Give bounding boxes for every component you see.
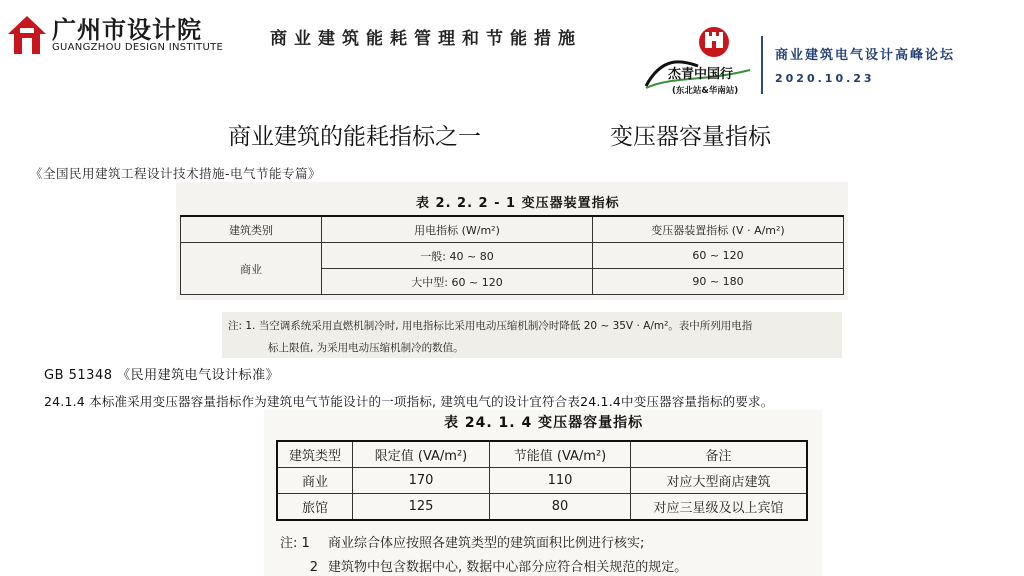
- table-cell: 125: [353, 494, 490, 521]
- note-text: 商业综合体应按照各建筑类型的建筑面积比例进行核实;: [328, 536, 645, 551]
- table-1-note-continued: 标上限值, 为采用电动压缩机制冷的数值。: [268, 342, 464, 354]
- presentation-title: 商业建筑能耗管理和节能措施: [270, 29, 582, 49]
- table-2-note-1: [280, 532, 644, 551]
- table-header-cell: 建筑类型: [277, 441, 353, 468]
- note-number: 2: [309, 560, 318, 575]
- table-row: [181, 243, 844, 269]
- table-row: [277, 494, 807, 521]
- table-header-cell: 变压器装置指标 (V · A/m²): [593, 216, 844, 243]
- table-cell: 旅馆: [277, 494, 353, 521]
- table-2-note-2: [280, 556, 687, 575]
- forum-date: 2020.10.23: [775, 72, 875, 85]
- source-reference-1: 《全国民用建筑工程设计技术措施-电气节能专篇》: [30, 166, 322, 181]
- institute-name-en: GUANGZHOU DESIGN INSTITUTE: [52, 42, 224, 53]
- transformer-installation-table: [180, 215, 844, 295]
- table-header-row: [277, 441, 807, 468]
- table-cell: 110: [490, 468, 631, 494]
- event-logo-subtext: (东北站&华南站): [672, 86, 739, 96]
- table-category-cell: 商业: [181, 243, 322, 295]
- table-cell: 商业: [277, 468, 353, 494]
- header-divider: [761, 36, 763, 94]
- note-text: 建筑物中包含数据中心, 数据中心部分应符合相关规范的规定。: [328, 560, 688, 575]
- table-cell: 90 ~ 180: [593, 269, 844, 295]
- table-header-cell: 用电指标 (W/m²): [322, 216, 593, 243]
- note-number: 注: 1: [280, 536, 310, 551]
- table-header-row: [181, 216, 844, 243]
- table-header-cell: 建筑类别: [181, 216, 322, 243]
- table-header-cell: 限定值 (VA/m²): [353, 441, 490, 468]
- event-logo: [642, 26, 754, 98]
- table-cell: 80: [490, 494, 631, 521]
- table-cell: 大中型: 60 ~ 120: [322, 269, 593, 295]
- table-row: [277, 468, 807, 494]
- institute-name: 广州市设计院: [52, 16, 202, 44]
- table-header-cell: 节能值 (VA/m²): [490, 441, 631, 468]
- transformer-capacity-table: [276, 440, 808, 521]
- source-reference-2: GB 51348 《民用建筑电气设计标准》: [44, 368, 280, 383]
- slide-subtitle: 变压器容量指标: [610, 124, 771, 150]
- table-cell: 对应三星级及以上宾馆: [631, 494, 808, 521]
- institute-logo-icon: [6, 14, 48, 56]
- castle-emblem-icon: [699, 27, 729, 57]
- standard-clause: 24.1.4 本标准采用变压器容量指标作为建筑电气节能设计的一项指标, 建筑电气的设计宜符合表24.1.4中变压器容量指标的要求。: [44, 394, 774, 409]
- table-1-note: 注: 1. 当空调系统采用直燃机制冷时, 用电指标比采用电动压缩机制冷时降低 20 ~ 35V · A/m²。表中所列用电指: [228, 320, 753, 332]
- forum-title: 商业建筑电气设计高峰论坛: [775, 48, 956, 63]
- slide-title: 商业建筑的能耗指标之一: [228, 124, 481, 150]
- table-2-caption: 表 24. 1. 4 变压器容量指标: [444, 415, 644, 431]
- table-1-caption: 表 2. 2. 2 - 1 变压器装置指标: [416, 196, 620, 211]
- table-cell: 一般: 40 ~ 80: [322, 243, 593, 269]
- table-header-cell: 备注: [631, 441, 808, 468]
- table-cell: 170: [353, 468, 490, 494]
- event-logo-text: 杰青中国行: [668, 67, 734, 82]
- table-cell: 对应大型商店建筑: [631, 468, 808, 494]
- table-cell: 60 ~ 120: [593, 243, 844, 269]
